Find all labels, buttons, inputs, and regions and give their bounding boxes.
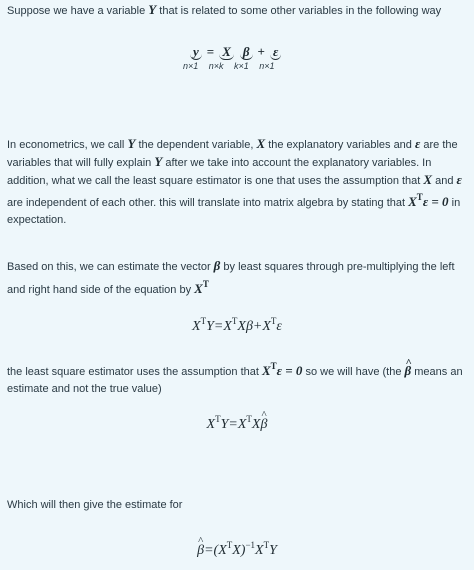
var-y: Y	[148, 2, 157, 17]
equation-normal: $X^TY=X^TX\^{}$ β	[0, 414, 474, 433]
orthogonality-condition: $X^T\varepsilon = 0$	[261, 361, 303, 378]
estimate-intro: Which will then give the estimate for	[7, 499, 183, 511]
var-y: Y	[127, 136, 136, 151]
var-eps: ε	[456, 171, 462, 187]
econometrics-paragraph: In econometrics, we call Y the dependent variable, X the explanatory variables and ε are the variables that will fully explain Y after we take into account the explanatory variables. In addition, what we call the least square estimator is one that uses the assumption that X and ε are independent of each other. this will translate into matrix algebra by stating that $X^T\varepsilon = 0$ in expectation.	[7, 136, 462, 227]
var-x: X	[423, 171, 433, 187]
dimension-labels: n×1 n×k k×1 n×1	[183, 61, 275, 71]
term-y: y	[190, 45, 202, 60]
term-eps: ε	[270, 45, 281, 60]
term-x: X	[219, 45, 234, 60]
var-eps: ε	[414, 136, 421, 151]
intro-text-after: that is related to some other variables in the following way	[156, 5, 442, 17]
equation-estimator: ^ $\beta=(X^TX)^{-1}X^TY$	[0, 540, 474, 559]
var-beta: β	[213, 258, 221, 273]
intro-paragraph	[7, 2, 465, 20]
var-x: X	[256, 136, 266, 151]
equation-model	[0, 44, 474, 74]
orthogonality-condition: $X^T\varepsilon = 0$	[408, 192, 449, 210]
beta-hat: ^ β	[405, 363, 412, 380]
var-y: Y	[154, 153, 163, 169]
x-transpose: $X^T$	[194, 278, 209, 296]
intro-text: Suppose we have a variable	[7, 5, 149, 17]
assumption-paragraph: the least square estimator uses the assumption that $X^T\varepsilon = 0$ so we will have (the ^ β means an estimate and not the true value)	[7, 358, 465, 398]
plus-sign: +	[257, 44, 265, 59]
term-beta: β	[240, 45, 253, 60]
equals-sign: =	[206, 44, 215, 59]
least-squares-paragraph: Based on this, we can estimate the vector β by least squares through pre-multiplying the left and right hand side of the equation by $X^T$	[7, 258, 455, 296]
equation-premultiplied: $X^TY=X^TX\beta+X^T\varepsilon$	[192, 316, 282, 334]
